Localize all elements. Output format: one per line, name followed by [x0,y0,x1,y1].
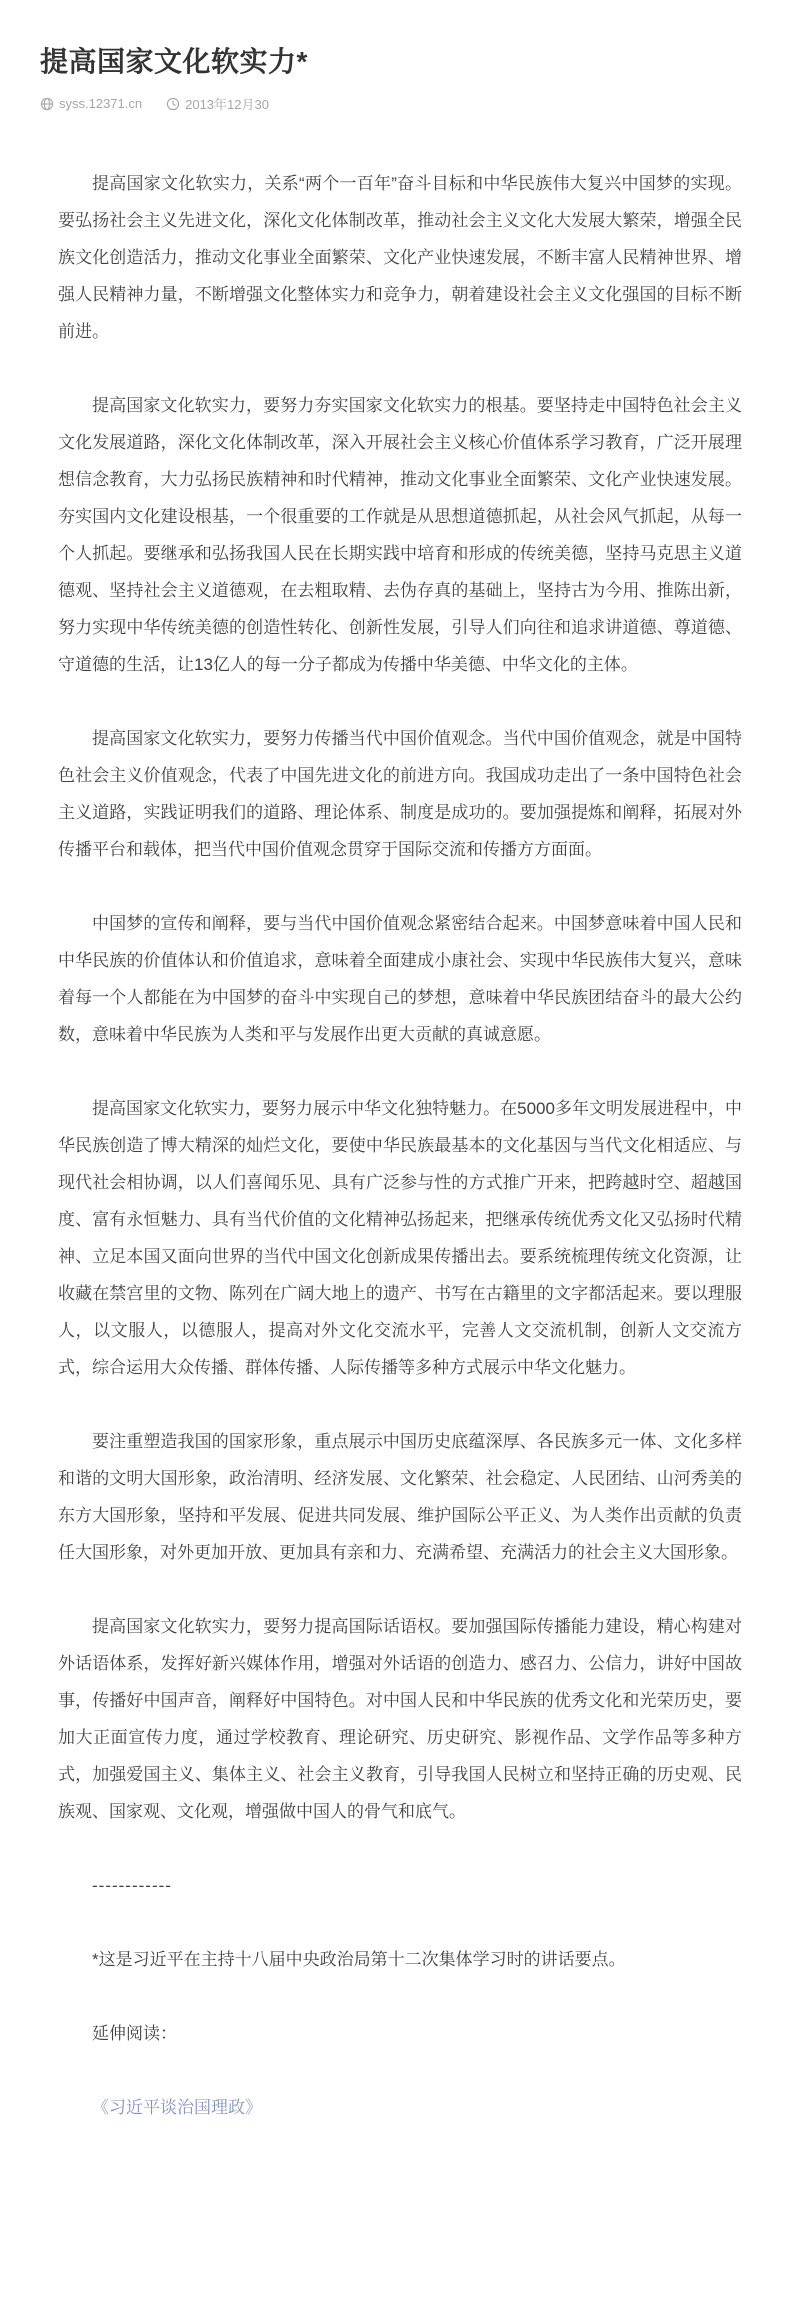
page-title: 提高国家文化软实力* [40,46,308,77]
body-paragraph: 提高国家文化软实力，要努力传播当代中国价值观念。当代中国价值观念，就是中国特色社会主义价值观念，代表了中国先进文化的前进方向。我国成功走出了一条中国特色社会主义道路，实践证明我们的道路、理论体系、制度是成功的。要加强提炼和阐释，拓展对外传播平台和载体，把当代中国价值观念贯穿于国际交流和传播方方面面。 [58,729,742,860]
body-paragraph: 提高国家文化软实力，要努力展示中华文化独特魅力。在5000多年文明发展进程中，中华民族创造了博大精深的灿烂文化，要使中华民族最基本的文化基因与当代文化相适应、与现代社会相协调，以人们喜闻乐见、具有广泛参与性的方式推广开来，把跨越时空、超越国度、富有永恒魅力、具有当代价值的文化精神弘扬起来，把继承传统优秀文化又弘扬时代精神、立足本国又面向世界的当代中国文化创新成果传播出去。要系统梳理传统文化资源，让收藏在禁宫里的文物、陈列在广阔大地上的遗产、书写在古籍里的文字都活起来。要以理服人，以文服人，以德服人，提高对外文化交流水平，完善人文交流机制，创新人文交流方式，综合运用大众传播、群体传播、人际传播等多种方式展示中华文化魅力。 [58,1099,742,1378]
article-meta [40,94,760,113]
date-text: 2013年12月30 [185,97,269,113]
meta-date [166,94,269,113]
body-paragraph: 提高国家文化软实力，要努力提高国际话语权。要加强国际传播能力建设，精心构建对外话语体系，发挥好新兴媒体作用，增强对外话语的创造力、感召力、公信力，讲好中国故事，传播好中国声音，阐释好中国特色。对中国人民和中华民族的优秀文化和光荣历史，要加大正面宣传力度，通过学校教育、理论研究、历史研究、影视作品、文学作品等多种方式，加强爱国主义、集体主义、社会主义教育，引导我国人民树立和坚持正确的历史观、民族观、国家观、文化观，增强做中国人的骨气和底气。 [58,1617,742,1822]
source-text: syss.12371.cn [59,96,143,112]
article-body [40,113,760,2126]
globe-icon [40,97,54,111]
footnote-divider: ------------ [92,1876,172,1896]
body-paragraph: 提高国家文化软实力，关系“两个一百年”奋斗目标和中华民族伟大复兴中国梦的实现。要弘扬社会主义先进文化，深化文化体制改革，推动社会主义文化大发展大繁荣，增强全民族文化创造活力，推动文化事业全面繁荣、文化产业快速发展，不断丰富人民精神世界、增强人民精神力量，不断增强文化整体实力和竞争力，朝着建设社会主义文化强国的目标不断前进。 [58,174,742,342]
body-paragraph: 提高国家文化软实力，要努力夯实国家文化软实力的根基。要坚持走中国特色社会主义文化发展道路，深化文化体制改革，深入开展社会主义核心价值体系学习教育，广泛开展理想信念教育，大力弘扬民族精神和时代精神，推动文化事业全面繁荣、文化产业快速发展。夯实国内文化建设根基，一个很重要的工作就是从思想道德抓起，从社会风气抓起，从每一个人抓起。要继承和弘扬我国人民在长期实践中培育和形成的传统美德，坚持马克思主义道德观、坚持社会主义道德观，在去粗取精、去伪存真的基础上，坚持古为今用、推陈出新，努力实现中华传统美德的创造性转化、创新性发展，引导人们向往和追求讲道德、尊道德、守道德的生活，让13亿人的每一分子都成为传播中华美德、中华文化的主体。 [58,396,742,675]
clock-icon [166,97,180,111]
further-reading-link[interactable]: 《习近平谈治国理政》 [92,2098,262,2118]
meta-source [40,96,142,111]
further-reading-label: 延伸阅读： [92,2024,177,2044]
body-paragraph: 中国梦的宣传和阐释，要与当代中国价值观念紧密结合起来。中国梦意味着中国人民和中华民族的价值体认和价值追求，意味着全面建成小康社会、实现中华民族伟大复兴，意味着每一个人都能在为中国梦的奋斗中实现自己的梦想，意味着中华民族团结奋斗的最大公约数，意味着中华民族为人类和平与发展作出更大贡献的真诚意愿。 [58,914,742,1045]
footnote-text: *这是习近平在主持十八届中央政治局第十二次集体学习时的讲话要点。 [92,1950,626,1970]
further-reading-item [58,2089,742,2126]
body-paragraph: 要注重塑造我国的国家形象，重点展示中国历史底蕴深厚、各民族多元一体、文化多样和谐的文明大国形象，政治清明、经济发展、文化繁荣、社会稳定、人民团结、山河秀美的东方大国形象，坚持和平发展、促进共同发展、维护国际公平正义、为人类作出贡献的负责任大国形象，对外更加开放、更加具有亲和力、充满希望、充满活力的社会主义大国形象。 [58,1432,742,1563]
